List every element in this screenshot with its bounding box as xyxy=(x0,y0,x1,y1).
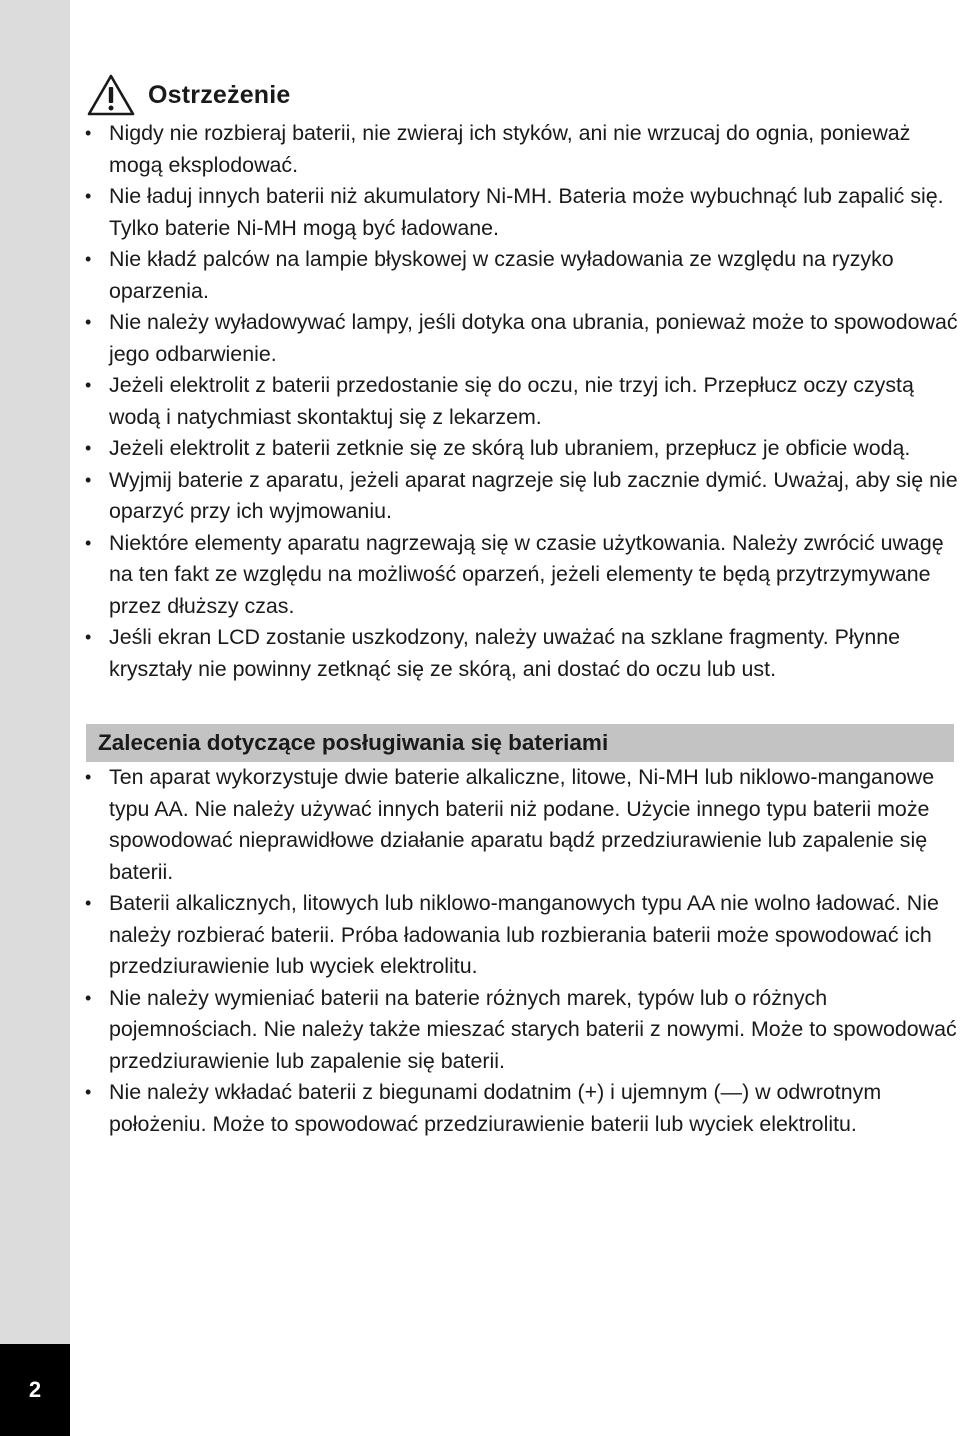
warning-heading xyxy=(86,72,958,118)
battery-section-title: Zalecenia dotyczące posługiwania się bateriami xyxy=(98,730,609,755)
warning-item: • Jeżeli elektrolit z baterii przedostanie się do oczu, nie trzyj ich. Przepłucz oczy czystą wodą i natychmiast skontaktuj się z lekarzem. xyxy=(84,370,958,433)
battery-item: • Nie należy wymieniać baterii na baterie różnych marek, typów lub o różnych pojemnościach. Nie należy także mieszać starych baterii z nowymi. Może to spowodować przedziurawienie lub zapalenie się baterii. xyxy=(84,983,958,1078)
battery-item: • Nie należy wkładać baterii z biegunami dodatnim (+) i ujemnym (—) w odwrotnym położeniu. Może to spowodować przedziurawienie baterii lub wyciek elektrolitu. xyxy=(84,1077,958,1140)
page-side-strip xyxy=(0,0,70,1436)
warning-triangle-icon xyxy=(86,73,136,117)
battery-item: • Ten aparat wykorzystuje dwie baterie alkaliczne, litowe, Ni-MH lub niklowo-manganowe typu AA. Nie należy używać innych baterii niż podane. Użycie innego typu baterii może spowodować nieprawidłowe działanie aparatu bądź przedziurawienie lub zapalenie się baterii. xyxy=(84,762,958,888)
warning-item: • Jeśli ekran LCD zostanie uszkodzony, należy uważać na szklane fragmenty. Płynne kryształy nie powinny zetknąć się ze skórą, ani dostać do oczu lub ust. xyxy=(84,622,958,685)
warning-item: • Nigdy nie rozbieraj baterii, nie zwieraj ich styków, ani nie wrzucaj do ognia, ponieważ mogą eksplodować. xyxy=(84,118,958,181)
warning-item: • Jeżeli elektrolit z baterii zetknie się ze skórą lub ubraniem, przepłucz je obficie wodą. xyxy=(84,433,958,465)
warning-item: • Wyjmij baterie z aparatu, jeżeli aparat nagrzeje się lub zacznie dymić. Uważaj, aby się nie oparzyć przy ich wyjmowaniu. xyxy=(84,465,958,528)
warning-item: • Nie należy wyładowywać lampy, jeśli dotyka ona ubrania, ponieważ może to spowodować jego odbarwienie. xyxy=(84,307,958,370)
warning-item: • Niektóre elementy aparatu nagrzewają się w czasie użytkowania. Należy zwrócić uwagę na ten fakt ze względu na możliwość oparzeń, jeżeli elementy te będą przytrzymywane przez dłuższy czas. xyxy=(84,528,958,623)
page-content xyxy=(84,72,958,1140)
page-number: 2 xyxy=(0,1344,70,1436)
warning-item: • Nie ładuj innych baterii niż akumulatory Ni-MH. Bateria może wybuchnąć lub zapalić się. Tylko baterie Ni-MH mogą być ładowane. xyxy=(84,181,958,244)
warning-item: • Nie kładź palców na lampie błyskowej w czasie wyładowania ze względu na ryzyko oparzenia. xyxy=(84,244,958,307)
warning-title: Ostrzeżenie xyxy=(148,80,291,109)
battery-section-header xyxy=(86,724,954,762)
warning-list xyxy=(84,118,958,685)
battery-recommendations-list xyxy=(84,762,958,1140)
battery-item: • Baterii alkalicznych, litowych lub niklowo-manganowych typu AA nie wolno ładować. Nie należy rozbierać baterii. Próba ładowania lub rozbierania baterii może spowodować ich przedziurawienie lub wyciek elektrolitu. xyxy=(84,888,958,983)
